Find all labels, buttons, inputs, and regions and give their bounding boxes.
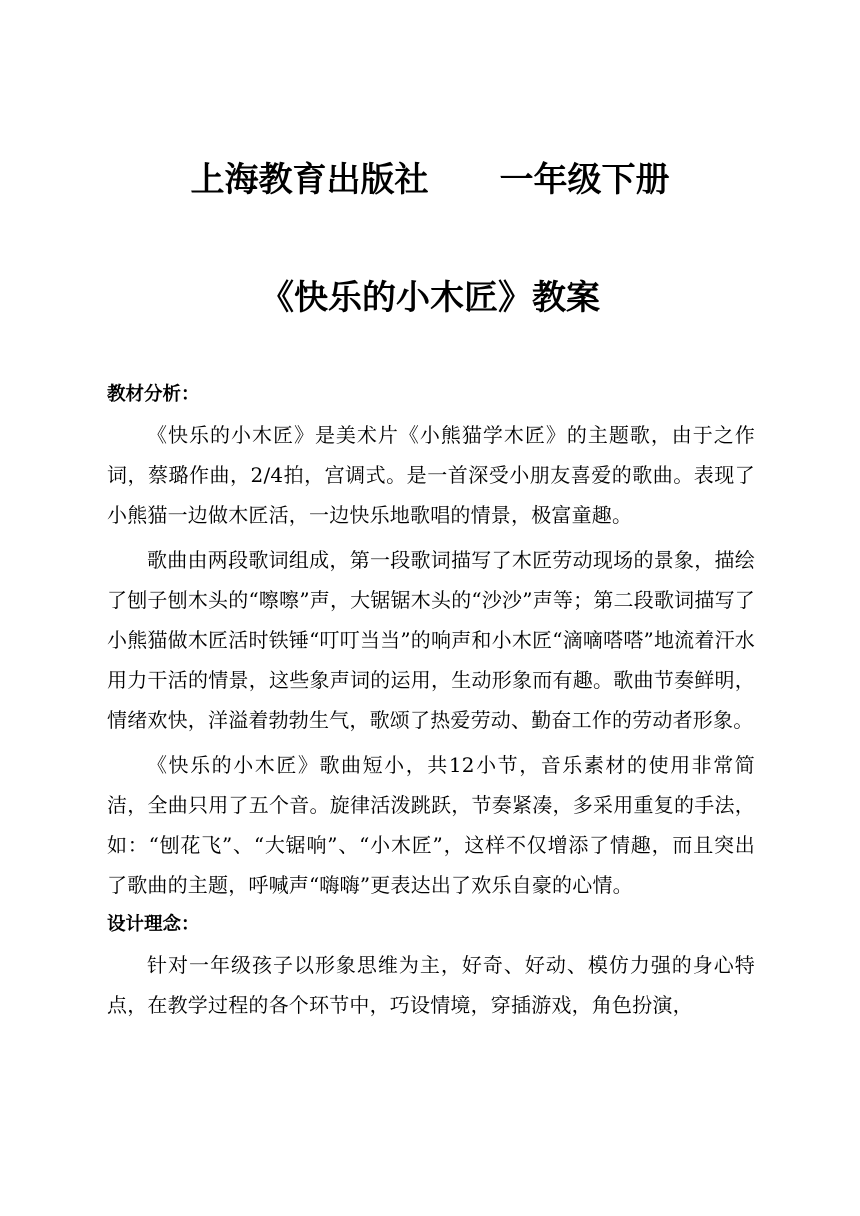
paragraph: 针对一年级孩子以形象思维为主，好奇、好动、模仿力强的身心特点，在教学过程的各个环节中，巧设情境，穿插游戏，角色扮演， xyxy=(107,953,755,1017)
section-heading: 教材分析： xyxy=(107,384,200,405)
section-heading: 设计理念： xyxy=(107,914,200,935)
section-material-analysis xyxy=(107,375,755,905)
document-body xyxy=(107,375,755,1025)
paragraph: 歌曲由两段歌词组成，第一段歌词描写了木匠劳动现场的景象，描绘了刨子刨木头的“嚓嚓”声，大锯锯木头的“沙沙”声等；第二段歌词描写了小熊猫做木匠活时铁锤“叮叮当当”的响声和小木匠“滴嘀嗒嗒”地流着汗水用力干活的情景，这些象声词的运用，生动形象而有趣。歌曲节奏鲜明，情绪欢快，洋溢着勃勃生气，歌颂了热爱劳动、勤奋工作的劳动者形象。 xyxy=(107,548,755,732)
paragraph: 《快乐的小木匠》是美术片《小熊猫学木匠》的主题歌，由于之作词，蔡璐作曲，2/4拍，宫调式。是一首深受小朋友喜爱的歌曲。表现了小熊猫一边做木匠活，一边快乐地歌唱的情景，极富童趣。 xyxy=(107,423,755,527)
document-title-publisher-grade: 上海教育出版社 一年级下册 xyxy=(190,160,670,200)
section-design-concept xyxy=(107,905,755,1025)
paragraph: 《快乐的小木匠》歌曲短小，共12小节，音乐素材的使用非常简洁，全曲只用了五个音。旋律活泼跳跃，节奏紧凑，多采用重复的手法，如：“刨花飞”、“大锯响”、“小木匠”，这样不仅增添了情趣，而且突出了歌曲的主题，呼喊声“嗨嗨”更表达出了欢乐自豪的心情。 xyxy=(107,753,755,897)
document-title-lesson-plan: 《快乐的小木匠》教案 xyxy=(260,278,600,318)
